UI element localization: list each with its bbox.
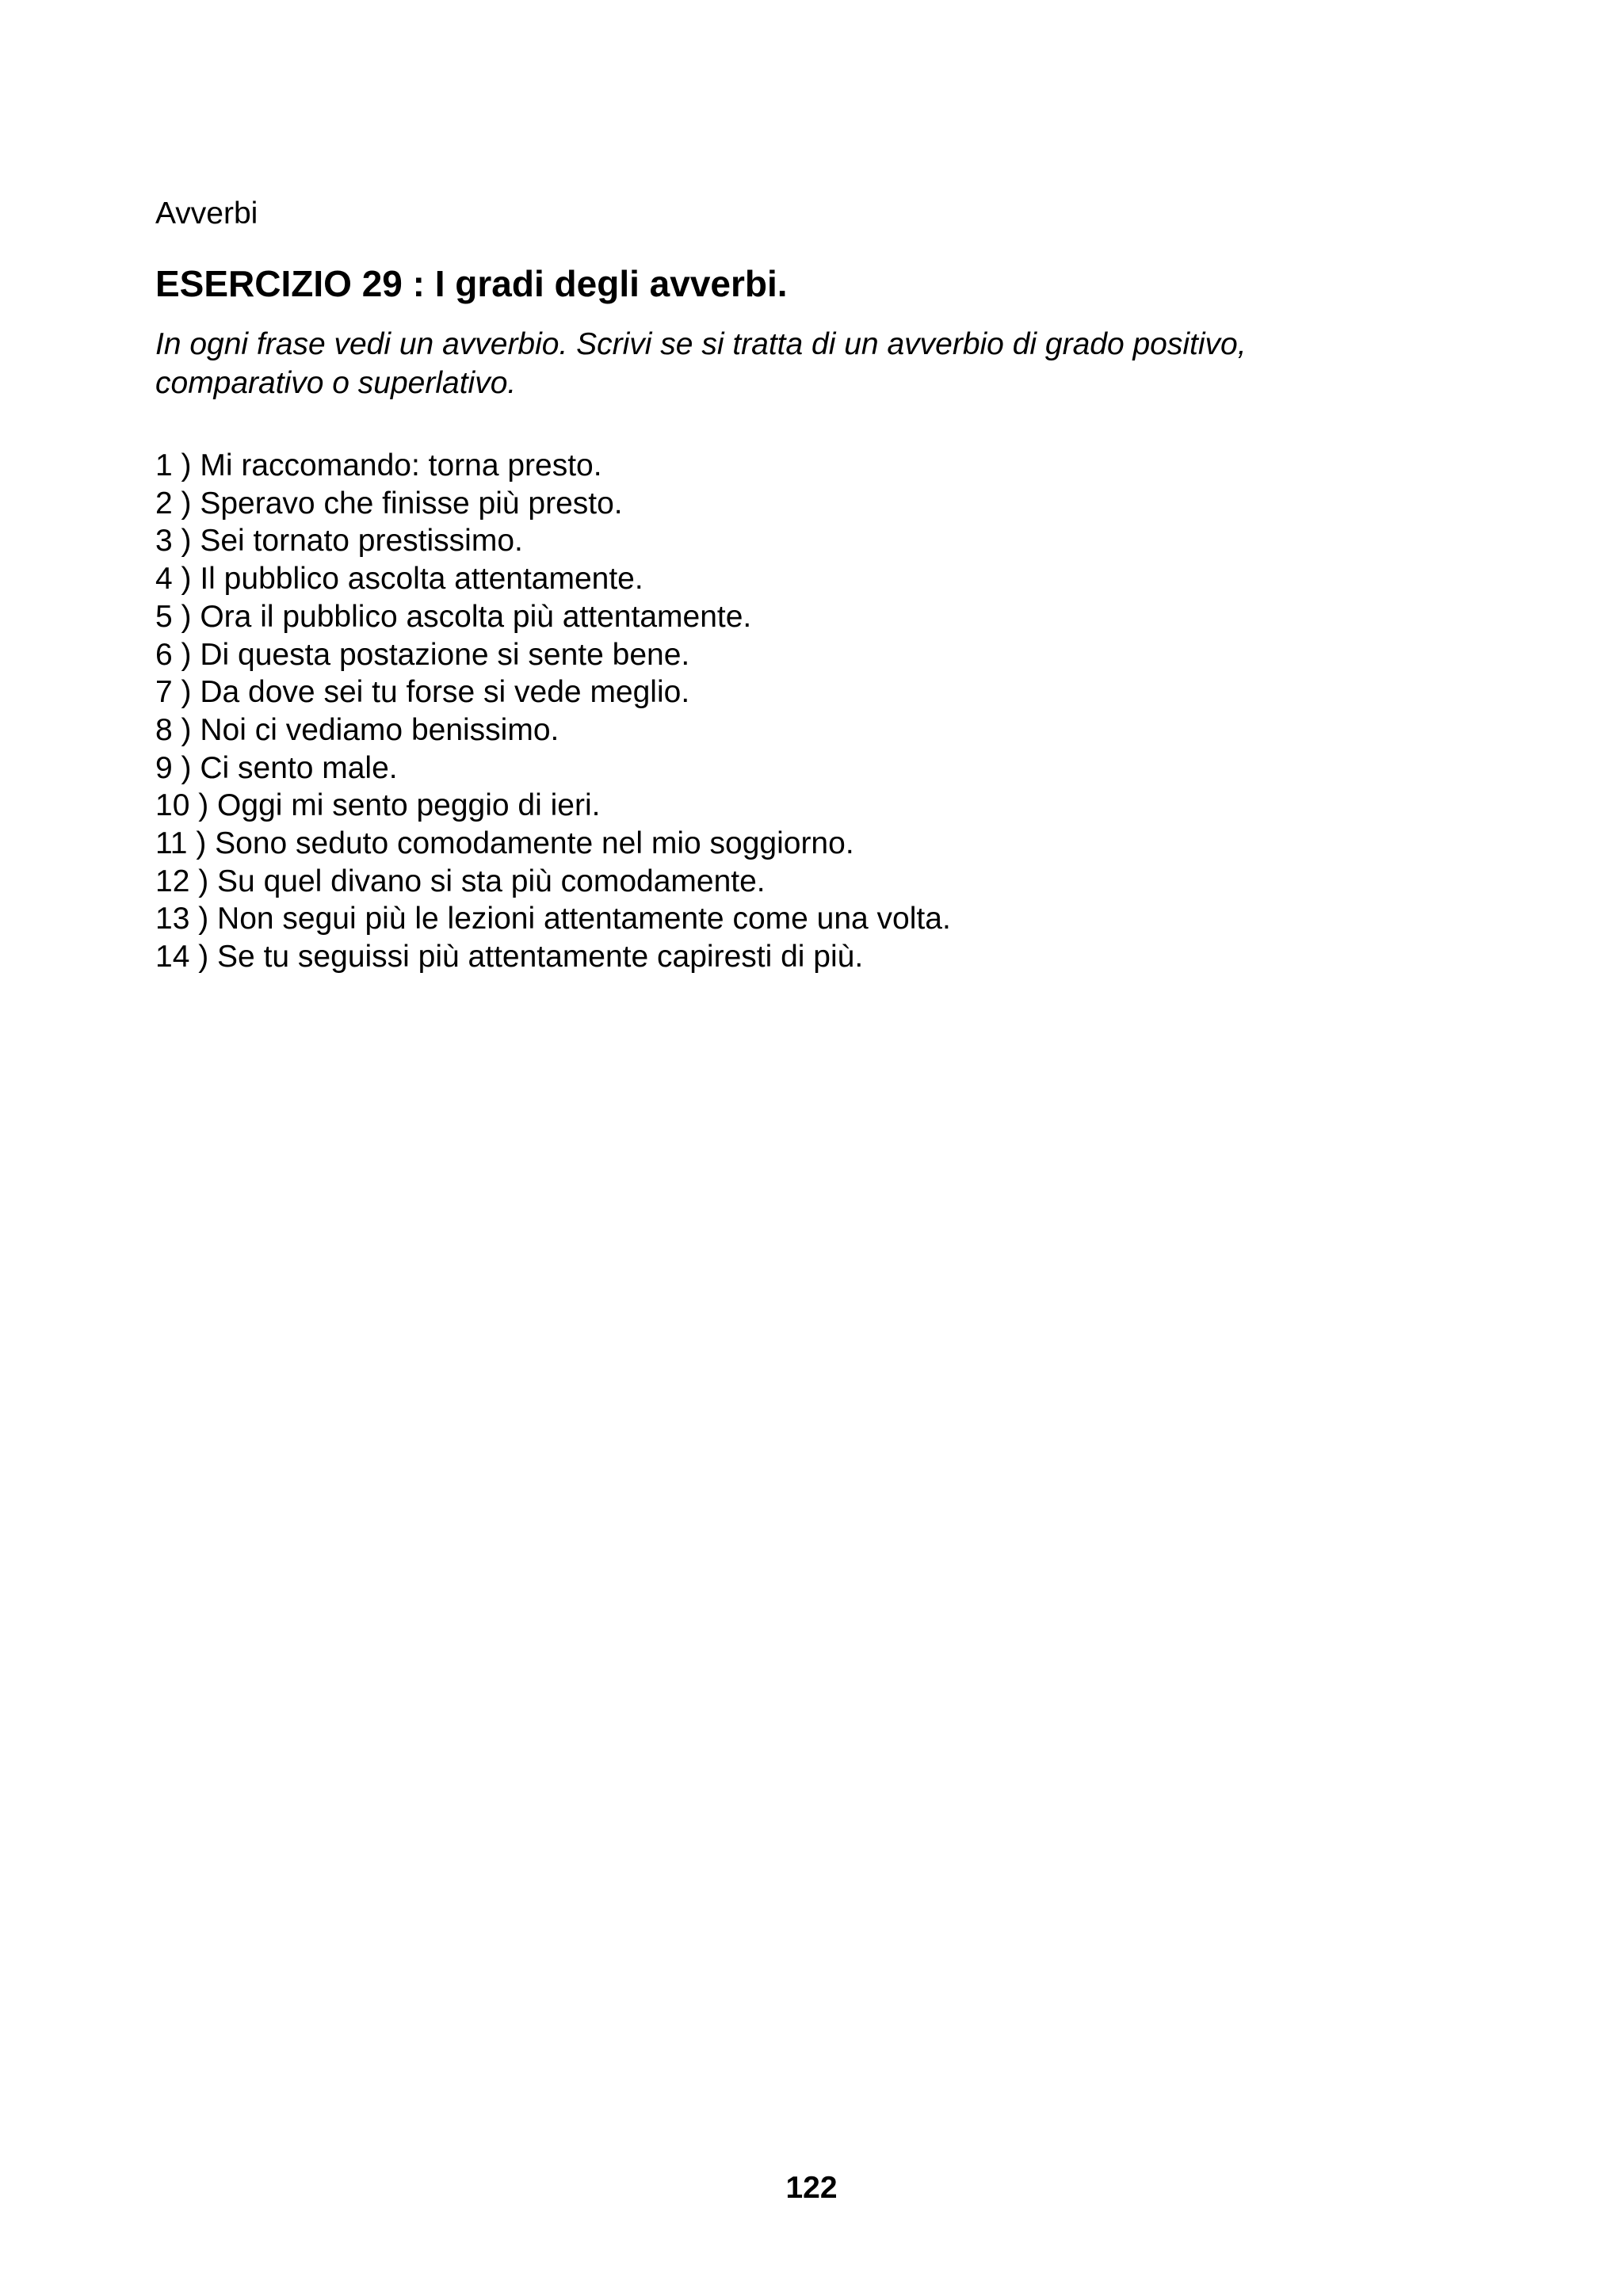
sentence-item: 12 ) Su quel divano si sta più comodamente. xyxy=(155,864,766,898)
sentence-item: 9 ) Ci sento male. xyxy=(155,750,398,785)
exercise-title: ESERCIZIO 29 : I gradi degli avverbi. xyxy=(155,263,788,304)
sentence-item: 13 ) Non segui più le lezioni attentamente come una volta. xyxy=(155,902,951,936)
sentence-item: 3 ) Sei tornato prestissimo. xyxy=(155,524,523,559)
sentence-item: 14 ) Se tu seguissi più attentamente capiresti di più. xyxy=(155,940,864,974)
instructions-line: In ogni frase vedi un avverbio. Scrivi se si tratta di un avverbio di grado positivo, xyxy=(155,327,1247,361)
sentence-list xyxy=(155,447,951,976)
instructions-line: comparativo o superlativo. xyxy=(155,366,517,400)
sentence-item: 8 ) Noi ci vediamo benissimo. xyxy=(155,712,559,747)
sentence-item: 2 ) Speravo che finisse più presto. xyxy=(155,486,623,521)
sentence-item: 6 ) Di questa postazione si sente bene. xyxy=(155,637,690,672)
sentence-item: 1 ) Mi raccomando: torna presto. xyxy=(155,448,602,482)
sentence-item: 4 ) Il pubblico ascolta attentamente. xyxy=(155,562,643,597)
sentence-item: 10 ) Oggi mi sento peggio di ieri. xyxy=(155,788,601,823)
page-number: 122 xyxy=(785,2171,838,2205)
sentence-item: 11 ) Sono seduto comodamente nel mio soggiorno. xyxy=(155,826,854,861)
sentence-item: 7 ) Da dove sei tu forse si vede meglio. xyxy=(155,675,690,710)
sentence-item: 5 ) Ora il pubblico ascolta più attentamente. xyxy=(155,599,752,634)
section-label: Avverbi xyxy=(155,196,258,231)
exercise-instructions xyxy=(155,325,1439,402)
